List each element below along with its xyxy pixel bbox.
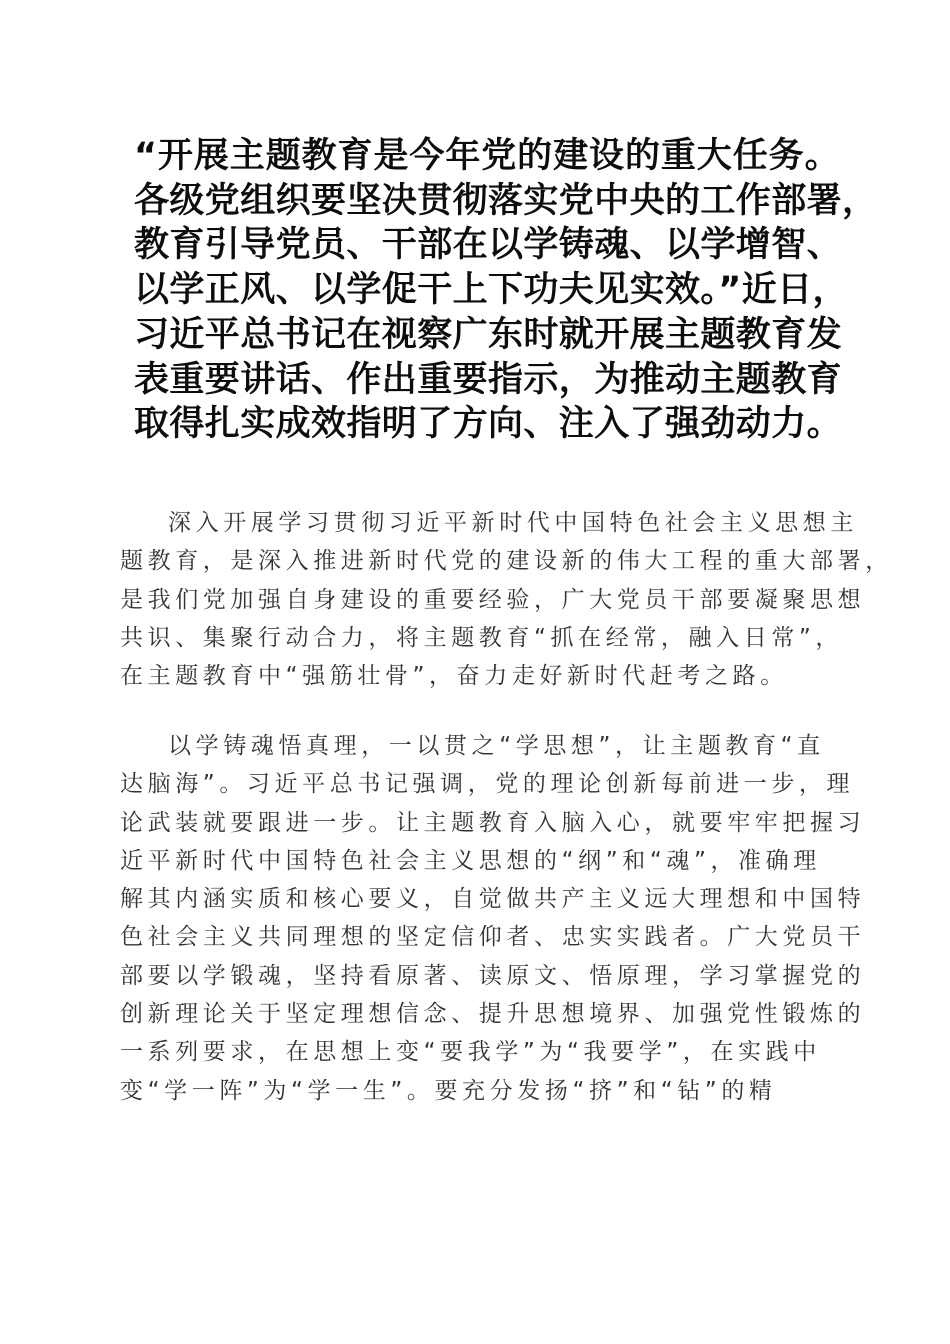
lead-line: 习近平总书记在视察广东时就开展主题教育发 bbox=[134, 314, 843, 355]
lead-line: “开展主题教育是今年党的建设的重大任务。 bbox=[134, 136, 840, 176]
paragraph-line: 部要以学锻魂，坚持看原著、读原文、悟原理，学习掌握党的 bbox=[120, 962, 866, 989]
paragraph-line: 以学铸魂悟真理，一以贯之“学思想”，让主题教育“直 bbox=[168, 733, 825, 759]
paragraph-line: 达脑海”。习近平总书记强调，党的理论创新每前进一步，理 bbox=[120, 771, 855, 798]
body-paragraph bbox=[120, 504, 893, 695]
body-paragraph bbox=[120, 727, 866, 1110]
paragraph-line: 共识、集聚行动合力，将主题教育“抓在经常，融入日常”， bbox=[120, 624, 844, 651]
lead-line: 表重要讲话、作出重要指示，为推动主题教育 bbox=[134, 359, 843, 400]
lead-line: 各级党组织要坚决贯彻落实党中央的工作部署， bbox=[134, 180, 878, 221]
paragraph-line: 变“学一阵”为“学一生”。要充分发扬“挤”和“钻”的精 bbox=[120, 1077, 777, 1104]
paragraph-line: 深入开展学习贯彻习近平新时代中国特色社会主义思想主 bbox=[168, 510, 858, 536]
paragraph-line: 近平新时代中国特色社会主义思想的“纲”和“魂”，准确理 bbox=[120, 847, 821, 874]
lead-line: 以学正风、以学促干上下功夫见实效。”近日， bbox=[134, 270, 848, 311]
paragraph-line: 色社会主义共同理想的坚定信仰者、忠实实践者。广大党员干 bbox=[120, 924, 866, 951]
paragraph-line: 在主题教育中“强筋壮骨”，奋力走好新时代赶考之路。 bbox=[120, 663, 788, 690]
lead-quote bbox=[120, 134, 878, 447]
paragraph-line: 创新理论关于坚定理想信念、提升思想境界、加强党性锻炼的 bbox=[120, 1001, 866, 1028]
paragraph-line: 一系列要求，在思想上变“要我学”为“我要学”，在实践中 bbox=[120, 1039, 821, 1066]
lead-line: 取得扎实成效指明了方向、注入了强劲动力。 bbox=[134, 404, 843, 445]
paragraph-line: 解其内涵实质和核心要义，自觉做共产主义远大理想和中国特 bbox=[120, 886, 866, 913]
paragraph-line: 是我们党加强自身建设的重要经验，广大党员干部要凝聚思想 bbox=[120, 586, 866, 613]
paragraph-line: 题教育，是深入推进新时代党的建设新的伟大工程的重大部署， bbox=[120, 548, 893, 575]
paragraph-line: 论武装就要跟进一步。让主题教育入脑入心，就要牢牢把握习 bbox=[120, 809, 866, 836]
lead-line: 教育引导党员、干部在以学铸魂、以学增智、 bbox=[134, 225, 843, 266]
